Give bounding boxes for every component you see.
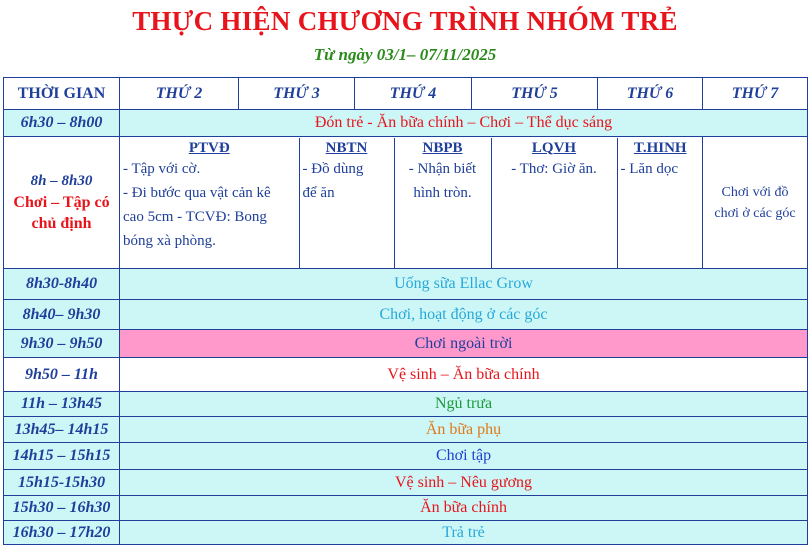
time-range: 8h – 8h30	[30, 173, 93, 189]
lesson-line: - Đồ dùng	[302, 160, 364, 177]
lesson-subject: PTVĐ	[188, 139, 230, 156]
lesson-cell-nbpb	[394, 138, 491, 268]
header-time: THỜI GIAN	[4, 78, 120, 110]
table-row	[4, 392, 808, 417]
header-day-5: THỨ 5	[472, 78, 598, 110]
activity-cell: Ngủ trưa	[120, 392, 808, 417]
activity-cell: Vệ sinh – Nêu gương	[120, 470, 808, 496]
activity-cell: Vệ sinh – Ăn bữa chính	[120, 358, 808, 392]
header-row	[4, 78, 808, 110]
lesson-row	[4, 137, 808, 269]
table-row	[4, 330, 808, 358]
table-row	[4, 496, 808, 521]
table-row	[4, 110, 808, 137]
table-row	[4, 417, 808, 443]
time-cell: 11h – 13h45	[4, 392, 120, 417]
lesson-line: chơi ở các góc	[714, 205, 796, 221]
lesson-subject: NBTN	[325, 139, 368, 156]
activity-cell: Uống sữa Ellac Grow	[120, 269, 808, 300]
time-cell: 15h15-15h30	[4, 470, 120, 496]
lesson-group	[120, 137, 703, 269]
activity-cell: Đón trẻ - Ăn bữa chính – Chơi – Thể dục sáng	[120, 110, 808, 137]
table-row	[4, 470, 808, 496]
table-row	[4, 269, 808, 300]
lesson-line: bóng xà phòng.	[123, 232, 216, 249]
time-cell: 9h50 – 11h	[4, 358, 120, 392]
time-cell: 14h15 – 15h15	[4, 443, 120, 470]
lesson-subject: NBPB	[422, 139, 463, 156]
lesson-subtable	[120, 138, 703, 268]
page-title: THỰC HIỆN CHƯƠNG TRÌNH NHÓM TRẺ	[132, 6, 678, 36]
activity-cell: Chơi tập	[120, 443, 808, 470]
time-cell: 9h30 – 9h50	[4, 330, 120, 358]
header-day-7: THỨ 7	[703, 78, 808, 110]
lesson-line: - Nhận biết	[408, 160, 477, 177]
time-cell: 6h30 – 8h00	[4, 110, 120, 137]
header-day-4: THỨ 4	[355, 78, 472, 110]
table-row	[4, 443, 808, 470]
header-day-6: THỨ 6	[598, 78, 703, 110]
table-row	[4, 300, 808, 330]
lesson-cell-lqvh	[491, 138, 617, 268]
lesson-cell-ptvd	[120, 138, 299, 268]
time-cell	[4, 137, 120, 269]
lesson-subject: T.HINH	[633, 139, 687, 156]
activity-cell: Ăn bữa chính	[120, 496, 808, 521]
activity-cell: Trả trẻ	[120, 521, 808, 545]
lesson-subject: LQVH	[531, 139, 577, 156]
lesson-cell-thinh	[617, 138, 703, 268]
table-row	[4, 521, 808, 545]
table-row	[4, 358, 808, 392]
time-cell: 16h30 – 17h20	[4, 521, 120, 545]
lesson-cell-thu7	[703, 137, 808, 269]
activity-cell: Chơi, hoạt động ở các góc	[120, 300, 808, 330]
lesson-line: Chơi với đồ	[721, 184, 789, 200]
lesson-line: - Tập với cờ.	[123, 160, 201, 177]
activity-cell: Chơi ngoài trời	[120, 330, 808, 358]
lesson-line: - Thơ: Giờ ăn.	[511, 160, 597, 177]
lesson-cell-nbtn	[299, 138, 394, 268]
time-cell: 13h45– 14h15	[4, 417, 120, 443]
date-range-subtitle: Từ ngày 03/1– 07/11/2025	[313, 45, 497, 64]
schedule-table	[3, 77, 808, 545]
header-day-3: THỨ 3	[239, 78, 355, 110]
time-cell: 15h30 – 16h30	[4, 496, 120, 521]
time-activity: Chơi – Tập có chủ định	[13, 194, 110, 232]
lesson-line: - Đi bước qua vật cản kê	[123, 184, 271, 201]
activity-cell: Ăn bữa phụ	[120, 417, 808, 443]
lesson-line: để ăn	[302, 184, 335, 201]
time-cell: 8h30-8h40	[4, 269, 120, 300]
time-cell: 8h40– 9h30	[4, 300, 120, 330]
header-day-2: THỨ 2	[120, 78, 239, 110]
lesson-line: hình tròn.	[413, 184, 472, 201]
lesson-line: cao 5cm - TCVĐ: Bong	[123, 208, 267, 225]
lesson-line: - Lăn dọc	[620, 160, 678, 177]
